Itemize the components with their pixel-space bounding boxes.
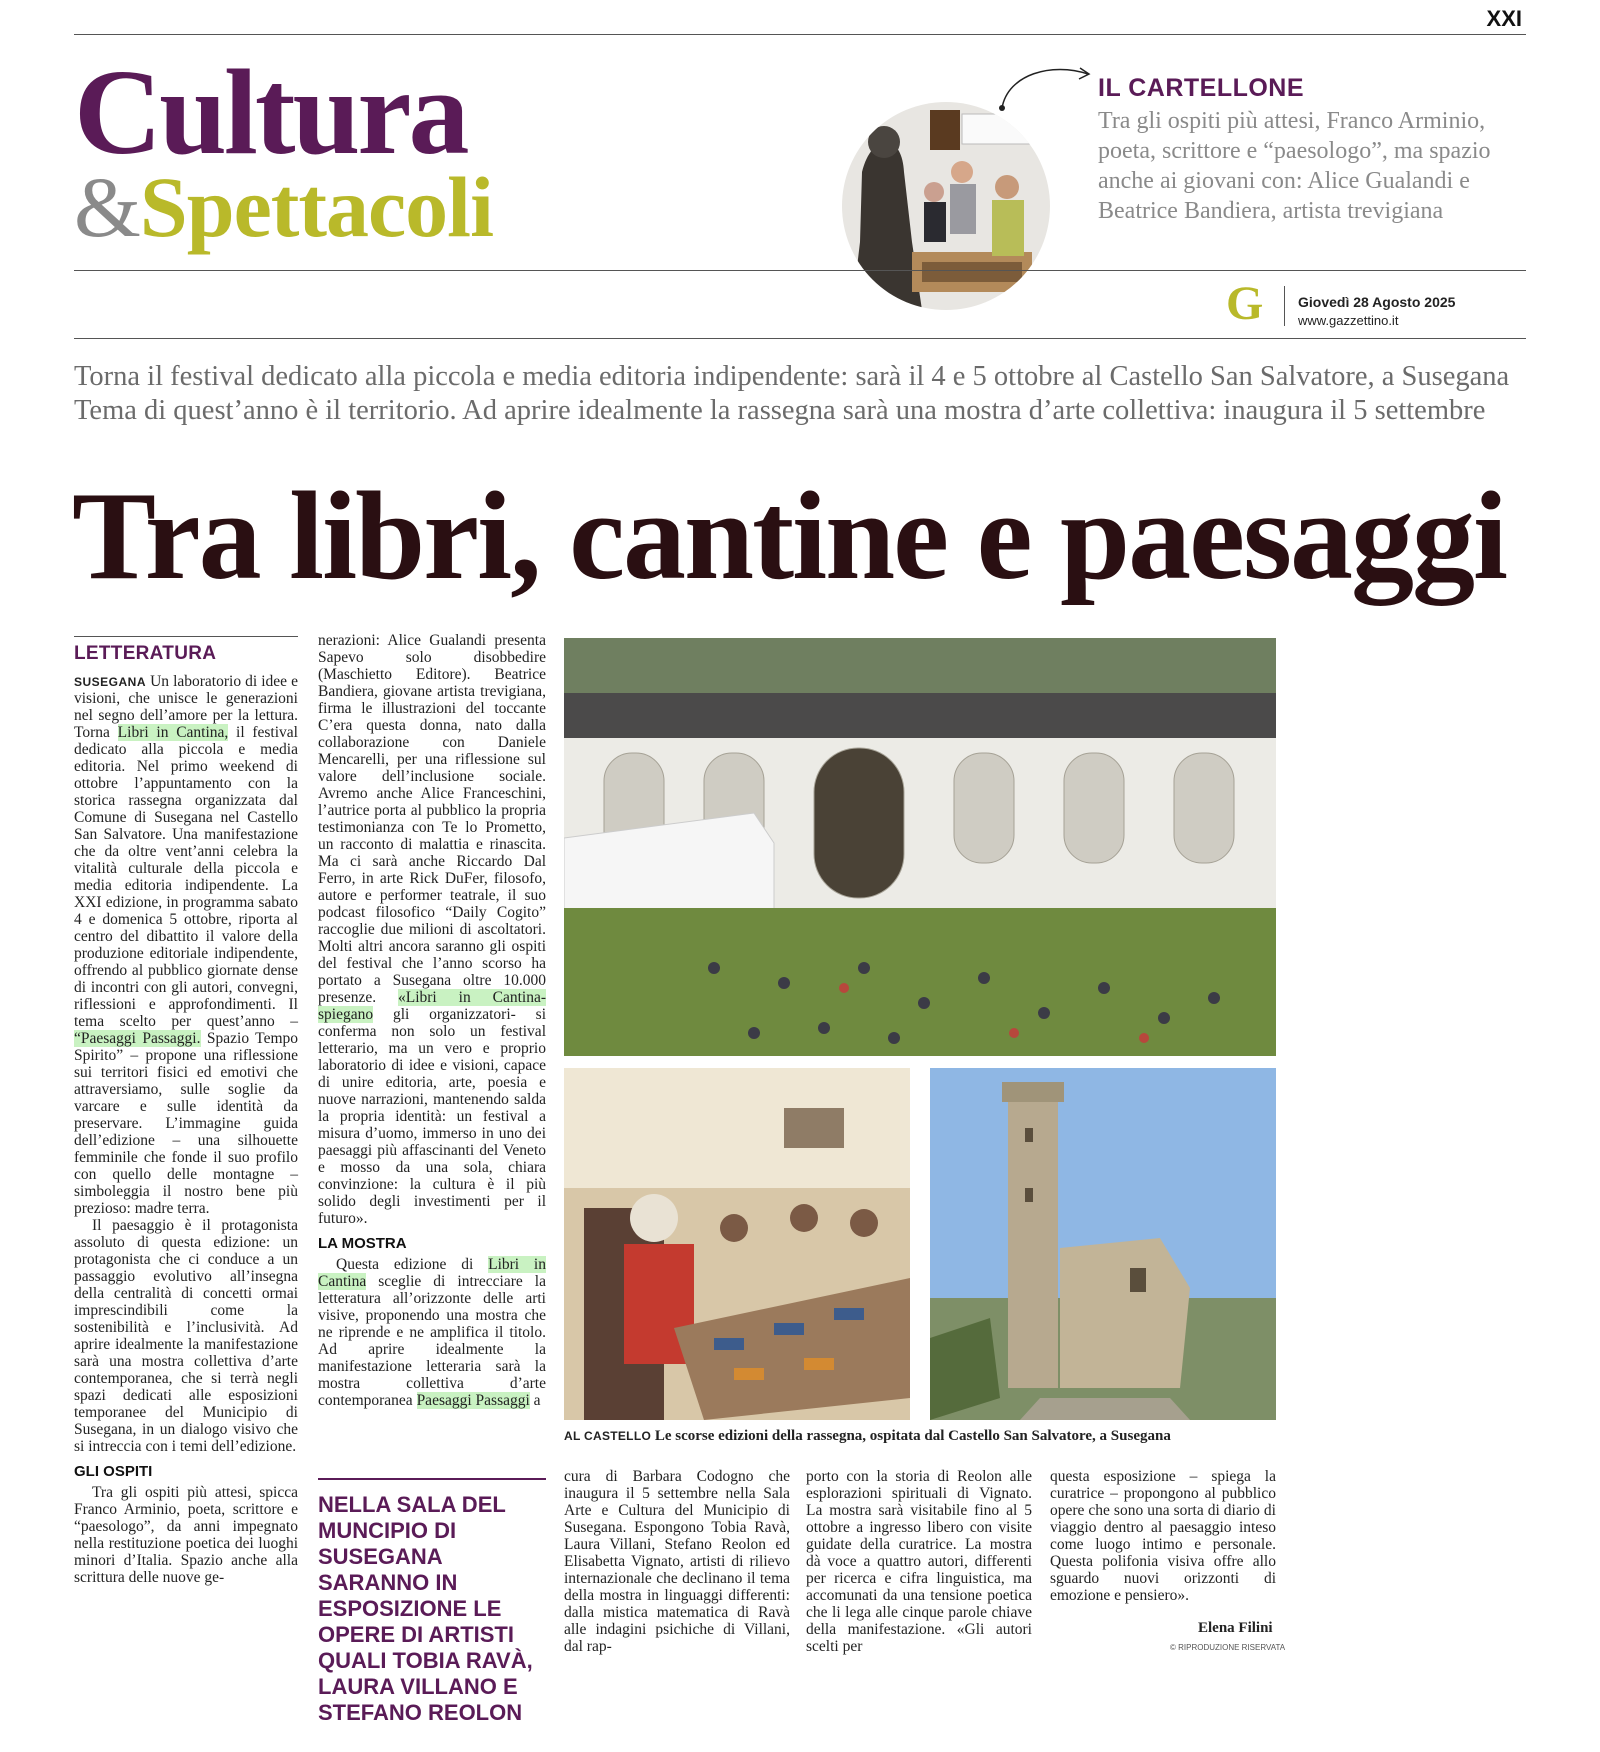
article-kicker-wrap xyxy=(74,636,298,665)
arrow-icon xyxy=(996,60,1096,114)
headline: Tra libri, cantine e paesaggi xyxy=(72,467,1507,606)
article-paragraph: cura di Barbara Codogno che inaugura il 5 settembre nella Sala Arte e Cultura del Municipio di Susegana. Espongono Tobia Ravà, Laura Villani, Stefano Reolon ed Elisabetta Vignato, artisti di rilievo internazionale che declinano il tema della mostra in linguaggi differenti: dalla mistica matematica di Ravà alle indagini psichiche di Villani, dal rap- xyxy=(564,1468,790,1655)
page-number: XXI xyxy=(1486,6,1522,31)
text-run: gli organizzatori- si conferma non solo un festival letterario, ma un vero e proprio laboratorio di idee e visioni, capace di unire editoria, arte, poesia e nuove narrazioni, mantenendo salda la propria identità: un festival a misura d’uomo, immerso in uno dei paesaggi più affascinanti del Veneto e mosso da una sola, chiara convinzione: la cultura è il più solido degli investimenti per il futuro». xyxy=(318,1006,546,1227)
text-run: a xyxy=(529,1392,541,1409)
issue-date: Giovedì 28 Agosto 2025 xyxy=(1298,294,1456,310)
article-paragraph xyxy=(318,632,546,1227)
article-paragraph xyxy=(74,673,298,1217)
summary-rule xyxy=(74,338,1526,339)
article-column-5 xyxy=(1050,1468,1276,1604)
article-paragraph: Il paesaggio è il protagonista assoluto di questa edizione: un protagonista che ci conduce a un passaggio evolutivo all’insegna della centralità di concetti ormai imprescindibili come la sostenibilità e l’inclusività. Ad aprire idealmente la manifestazione sarà una mostra collettiva d’arte contemporanea, che si terrà negli spazi dedicati alle esposizioni temporanee del Municipio di Susegana, in un dialogo visivo che si intreccia con i temi dell’edizione. xyxy=(74,1217,298,1455)
text-run: Questa edizione di xyxy=(336,1256,489,1273)
summary-line-2: Tema di quest’anno è il territorio. Ad aprire idealmente la rassegna sarà una mostra d’arte collettiva: inaugura il 5 settembre xyxy=(74,395,1486,426)
caption-label: AL CASTELLO xyxy=(564,1429,652,1443)
section-title-spettacoli: Spettacoli xyxy=(139,159,493,255)
author-byline: Elena Filini xyxy=(1198,1620,1273,1636)
highlight: «Libri in Cantina-spiegano xyxy=(318,989,546,1023)
article-paragraph: questa esposizione – spiega la curatrice – propongono al pubblico opere che sono una sorta di diario di viaggio dentro al paesaggio inteso come luogo intimo e personale. Questa polifonia visiva offre allo sguardo nuovi orizzonti di emozione e pensiero». xyxy=(1050,1468,1276,1604)
cartellone-text: Tra gli ospiti più attesi, Franco Arminio, poeta, scrittore e “paesologo”, ma spazio anche ai giovani con: Alice Gualandi e Beatrice Bandiera, artista trevigiana xyxy=(1098,108,1491,224)
top-rule xyxy=(74,34,1526,35)
article-column-4 xyxy=(806,1468,1032,1655)
header-rule xyxy=(74,270,1526,271)
castle-tower-photo xyxy=(930,1068,1276,1420)
article-paragraph xyxy=(318,1256,546,1409)
article-column-2 xyxy=(318,632,546,1409)
highlight: Libri in Cantina, xyxy=(117,724,229,741)
subheading-mostra: LA MOSTRA xyxy=(318,1235,407,1252)
text-run: nerazioni: Alice Gualandi presenta Sapevo solo disobbedire (Maschietto Editore). Beatrice Bandiera, giovane artista trevigiana, firma le illustrazioni del toccante C’era questa donna, nato dalla collaborazione con Daniele Mencarelli, per una riflessione sul valore dell’inclusione sociale. Avremo anche Alice Franceschini, l’autrice porta al pubblico la propria testimonianza con Te lo Prometto, un racconto di malattia e rinascita. Ma ci sarà anche Riccardo Dal Ferro, in arte Rick DuFer, filosofo, autore e performer teatrale, il suo podcast filosofico “Daily Cogito” raccoglie due milioni di ascoltatori. Molti altri ancora saranno gli ospiti del festival che l’anno scorso ha portato a Susegana oltre 10.000 presenze. xyxy=(318,632,546,1006)
article-column-1 xyxy=(74,636,298,1586)
text-run: il festival dedicato alla piccola e media editoria. Nel primo weekend di ottobre l’appuntamento con la storica rassegna organizzata dal Comune di Susegana nel Castello San Salvatore. Una manifestazione che da oltre vent’anni celebra la vitalità culturale della piccola e media editoria indipendente. La XXI edizione, in programma sabato 4 e domenica 5 ottobre, riporta al centro del dibattito il valore della produzione editoriale indipendente, offrendo al pubblico giornate dense di incontri con gli autori, convegni, riflessioni e approfondimenti. Il tema scelto per quest’anno – xyxy=(74,724,298,1030)
text-run: Un laboratorio di idee e visioni, che unisce le generazioni nel segno dell’amore per la lettura. Torna xyxy=(74,673,298,741)
copyright-notice: © RIPRODUZIONE RISERVATA xyxy=(1170,1643,1286,1652)
summary xyxy=(74,360,1534,428)
subheading-ospiti: GLI OSPITI xyxy=(74,1463,153,1480)
section-title-sub xyxy=(74,159,493,255)
summary-line-1: Torna il festival dedicato alla piccola e media editoria indipendente: sarà il 4 e 5 ottobre al Castello San Salvatore, a Susegana xyxy=(74,361,1510,392)
text-run: sceglie di intrecciare la letteratura all’orizzonte delle arti visive, proponendo una mostra che ne riprende e ne amplifica il titolo. Ad aprire idealmente la manifestazione letteraria sarà la mostra collettiva d’arte contemporanea xyxy=(318,1273,546,1409)
masthead-divider xyxy=(1284,286,1285,326)
highlight: Libri in Cantina xyxy=(318,1256,546,1290)
text-run: Spazio Tempo Spirito” – propone una riflessione sui territori fisici ed emotivi che attraversiamo, sulle soglie da varcare e sulle identità da preservare. L’immagine guida dell’edizione – una silhouette femminile che fonde il suo profilo con quello delle montagne – simboleggia il nostro bene più prezioso: madre terra. xyxy=(74,1030,298,1217)
section-title-main: Cultura xyxy=(74,45,467,180)
article-column-3 xyxy=(564,1468,790,1655)
article-paragraph: Tra gli ospiti più attesi, spicca Franco Arminio, poeta, scrittore e “paesologo”, da anni impegnato nella restituzione poetica dei luoghi minori d’Italia. Spazio anche alla scrittura delle nuove ge- xyxy=(74,1484,298,1586)
book-stall-photo xyxy=(564,1068,910,1420)
castle-courtyard-photo xyxy=(564,638,1276,1056)
highlight: Paesaggi Passaggi xyxy=(416,1392,530,1409)
article-kicker: LETTERATURA xyxy=(74,643,217,664)
photo-caption xyxy=(564,1428,1284,1445)
pull-quote-rule xyxy=(318,1478,546,1480)
dateline: SUSEGANA xyxy=(74,675,147,689)
highlight: “Paesaggi Passaggi. xyxy=(74,1030,201,1047)
article-paragraph: porto con la storia di Reolon alle esplorazioni spirituali di Vignato. La mostra sarà visitabile fino al 5 ottobre a ingresso libero con visite guidate della curatrice. La mostra dà voce a quattro autori, differenti per ricerca e cifra linguistica, ma accomunati da una tensione poetica che li lega alle cinque parole chiave della manifestazione. «Gli autori scelti per xyxy=(806,1468,1032,1655)
pull-quote: NELLA SALA DEL MUNCIPIO DI SUSEGANA SARANNO IN ESPOSIZIONE LE OPERE DI ARTISTI QUALI TOBIA RAVÀ, LAURA VILLANO E STEFANO REOLON xyxy=(318,1492,533,1725)
caption-text: Le scorse edizioni della rassegna, ospitata dal Castello San Salvatore, a Susegana xyxy=(651,1428,1171,1444)
section-ampersand: & xyxy=(74,159,140,255)
cartellone-photo xyxy=(842,102,1050,310)
website-link[interactable]: www.gazzettino.it xyxy=(1298,313,1399,328)
cartellone-kicker: IL CARTELLONE xyxy=(1098,74,1305,102)
gazzettino-logo: G xyxy=(1226,277,1264,330)
